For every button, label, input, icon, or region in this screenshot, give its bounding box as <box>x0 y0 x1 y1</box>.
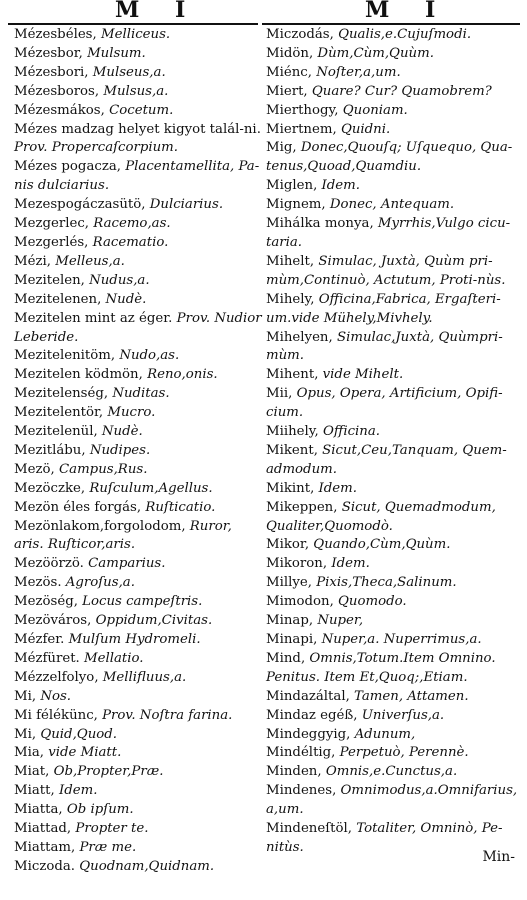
latin-gloss: Nudipes. <box>89 442 151 458</box>
dictionary-entry <box>266 139 524 177</box>
headword: Mierthogy, <box>266 102 339 118</box>
headword: Mezön éles forgás, <box>14 499 142 515</box>
dictionary-entry <box>266 782 524 820</box>
headword: Mézfüret. <box>14 650 80 666</box>
dictionary-entry <box>266 385 524 423</box>
latin-gloss: Totaliter, Omninò, Pe-nitùs. <box>266 821 503 855</box>
headword: Miglen, <box>266 178 318 194</box>
dictionary-entry <box>266 102 524 121</box>
latin-gloss: Nos. <box>40 688 72 704</box>
dictionary-entry <box>14 196 262 215</box>
headword: Mindeneſtöl, <box>266 821 352 837</box>
latin-gloss: Qualis,e.Cujuſmodi. <box>338 27 472 42</box>
headword: Mezitelenen, <box>14 291 102 307</box>
dictionary-entry <box>266 631 524 650</box>
headword: Mezitelen, <box>14 272 85 288</box>
headword: Mezitelenitöm, <box>14 348 116 364</box>
headword: Mia, <box>14 745 45 761</box>
dictionary-entry <box>14 423 262 442</box>
dictionary-entry <box>14 744 262 763</box>
dictionary-entry <box>266 215 524 253</box>
headword: Mind, <box>266 650 306 666</box>
headword: Mezitelen ködmön, <box>14 367 143 383</box>
dictionary-entry <box>14 688 262 707</box>
headword: Mikor, <box>266 537 310 553</box>
headword: Mézes madzag helyet kigyot talál-ni. <box>14 121 261 137</box>
dictionary-entry <box>14 763 262 782</box>
latin-gloss: Quoniam. <box>342 102 408 118</box>
right-column <box>266 26 524 858</box>
latin-gloss: Nudo,as. <box>119 348 180 364</box>
running-header <box>0 0 527 24</box>
dictionary-entry <box>14 442 262 461</box>
header-rule-left <box>8 23 258 25</box>
headword: Mézesboros, <box>14 83 100 99</box>
latin-gloss: Sicut,Ceu,Tanquam, Quem-admodum. <box>266 442 507 477</box>
headword: Miat, <box>14 764 50 780</box>
dictionary-entry <box>14 121 262 159</box>
dictionary-entry <box>266 329 524 367</box>
dictionary-entry <box>14 45 262 64</box>
dictionary-entry <box>266 536 524 555</box>
headword: Mezönlakom,forgolodom, <box>14 518 186 534</box>
dictionary-entry <box>266 121 524 140</box>
latin-gloss: Camparius. <box>88 556 166 572</box>
dictionary-entry <box>14 518 262 556</box>
headword: Mézesbéles, <box>14 27 97 42</box>
headword: Millye, <box>266 575 312 591</box>
dictionary-entry <box>14 669 262 688</box>
latin-gloss: Omnis,Totum.Item Omnino. Penitus. Item Et,Quoq;,Etiam. <box>266 650 496 685</box>
headword: Mikent, <box>266 442 318 458</box>
headword: Mig, <box>266 140 297 156</box>
headword: Mezespogáczasütö, <box>14 197 146 213</box>
latin-gloss: Mulsus,a. <box>103 83 169 99</box>
latin-gloss: Nudè. <box>105 291 147 307</box>
dictionary-entry <box>14 272 262 291</box>
headword: Mikoron, <box>266 556 328 572</box>
headword: Mézesbori, <box>14 64 89 80</box>
latin-gloss: Melleus,a. <box>55 253 125 269</box>
headword: Mindeggyig, <box>266 726 351 742</box>
headword: Mignem, <box>266 197 326 213</box>
headword: Mezöörzö. <box>14 556 84 572</box>
latin-gloss: Placentamellita, Pa-nis dulciarius. <box>14 159 260 194</box>
latin-gloss: Ruror, aris. Ruſticor,aris. <box>14 518 232 553</box>
headword: Mezgerlec, <box>14 216 90 232</box>
headword: Mimodon, <box>266 594 334 610</box>
headword: Mi, <box>14 726 37 742</box>
latin-gloss: Idem. <box>331 556 370 572</box>
latin-gloss: Mulseus,a. <box>92 64 166 80</box>
dictionary-entry <box>14 26 262 45</box>
latin-gloss: Officina,Fabrica, Ergaſteri-um.vide Mühely,Mivhely. <box>266 291 501 326</box>
latin-gloss: Donec,Quouſq; Uſquequo, Qua-tenus,Quoad,Quamdiu. <box>266 140 513 175</box>
latin-gloss: Cocetum. <box>109 102 174 118</box>
latin-gloss: Idem. <box>58 783 98 799</box>
headword: Mihelyen, <box>266 329 333 345</box>
latin-gloss: Nudè. <box>101 424 143 440</box>
dictionary-entry <box>14 215 262 234</box>
headword: Mindenes, <box>266 783 337 799</box>
dictionary-entry <box>14 385 262 404</box>
latin-gloss: Melliceus. <box>100 27 171 42</box>
latin-gloss: Adunum, <box>354 726 416 742</box>
latin-gloss: Quomodo. <box>338 594 407 610</box>
dictionary-entry <box>14 782 262 801</box>
headword: Mezös. <box>14 575 62 591</box>
headword: Mézesmákos, <box>14 102 105 118</box>
headword: Minap, <box>266 613 314 629</box>
latin-gloss: Myrrhis,Vulgo cicu-taria. <box>266 216 511 250</box>
headword: Mihent, <box>266 367 319 383</box>
latin-gloss: Omnimodus,a.Omnifarius, a,um. <box>266 783 518 818</box>
headword: Miattad, <box>14 821 72 837</box>
latin-gloss: Opus, Opera, Artificium, Opifi-cium. <box>266 386 503 421</box>
latin-gloss: Prov. Noſtra farina. <box>102 707 233 723</box>
headword: Mikint, <box>266 480 315 496</box>
dictionary-entry <box>14 310 262 348</box>
dictionary-entry <box>266 650 524 688</box>
dictionary-entry <box>266 83 524 102</box>
latin-gloss: Præ me. <box>79 839 137 855</box>
dictionary-entry <box>266 423 524 442</box>
dictionary-entry <box>266 196 524 215</box>
latin-gloss: Noſter,a,um. <box>316 64 401 80</box>
dictionary-entry <box>14 102 262 121</box>
headword: Mezöváros, <box>14 613 92 629</box>
latin-gloss: Perpetuò, Perennè. <box>339 745 469 761</box>
latin-gloss: Quid,Quod. <box>40 726 118 742</box>
header-rule-right <box>262 23 520 25</box>
dictionary-entry <box>14 499 262 518</box>
headword: Mézi, <box>14 253 51 269</box>
dictionary-entry <box>266 499 524 537</box>
latin-gloss: Dulciarius. <box>149 197 224 213</box>
headword: Mezitelen mint az éger. <box>14 310 173 326</box>
latin-gloss: Propter te. <box>75 821 149 837</box>
latin-gloss: vide Mihelt. <box>322 367 404 383</box>
headword: Mezö, <box>14 461 55 477</box>
latin-gloss: Oppidum,Civitas. <box>95 613 213 629</box>
headword: Miattam, <box>14 839 76 855</box>
dictionary-entry <box>266 45 524 64</box>
dictionary-entry <box>14 650 262 669</box>
latin-gloss: Ob ipſum. <box>66 802 134 818</box>
dictionary-entry <box>266 574 524 593</box>
latin-gloss: Mulsum. <box>87 45 146 61</box>
dictionary-entry <box>14 574 262 593</box>
latin-gloss: Ob,Propter,Præ. <box>53 764 164 780</box>
headword: Miczodás, <box>266 27 334 42</box>
headword: Mézfer. <box>14 632 65 647</box>
headword: Mezitelenül, <box>14 424 98 440</box>
dictionary-entry <box>14 858 262 877</box>
latin-gloss: Quando,Cùm,Quùm. <box>313 537 451 553</box>
catchword: Min- <box>482 849 515 865</box>
headword: Mi félékünc, <box>14 707 98 723</box>
latin-gloss: Omnis,e.Cunctus,a. <box>325 764 458 780</box>
dictionary-entry <box>14 631 262 650</box>
dictionary-entry <box>266 593 524 612</box>
latin-gloss: Quare? Cur? Quamobrem? <box>311 83 492 99</box>
headword: Mi, <box>14 688 37 704</box>
latin-gloss: Locus campeſtris. <box>82 594 203 610</box>
headword: Mezöség, <box>14 594 78 610</box>
headword: Mezitelenség, <box>14 386 109 402</box>
headword: Midön, <box>266 45 314 61</box>
latin-gloss: Quidni. <box>340 121 391 137</box>
latin-gloss: Prov. Nudior Leberide. <box>14 310 262 345</box>
dictionary-entry <box>266 442 524 480</box>
dictionary-entry <box>14 801 262 820</box>
headword: Miertnem, <box>266 121 337 137</box>
dictionary-entry <box>14 291 262 310</box>
latin-gloss: vide Miatt. <box>48 745 122 761</box>
latin-gloss: Idem. <box>318 480 358 496</box>
dictionary-entry <box>266 253 524 291</box>
dictionary-entry <box>14 64 262 83</box>
headword: Miatta, <box>14 802 63 818</box>
latin-gloss: Dùm,Cùm,Quùm. <box>317 45 434 61</box>
dictionary-entry <box>14 461 262 480</box>
headword: Minapi, <box>266 632 318 647</box>
dictionary-entry <box>266 744 524 763</box>
latin-gloss: Mellatio. <box>84 650 144 666</box>
headword: Mezgerlés, <box>14 234 89 250</box>
dictionary-entry <box>266 291 524 329</box>
headword: Mezitelentör, <box>14 405 104 421</box>
latin-gloss: Mucro. <box>107 405 156 421</box>
headword: Miénc, <box>266 64 312 80</box>
headword: Mindaz egéß, <box>266 707 358 723</box>
dictionary-entry <box>266 555 524 574</box>
latin-gloss: Mellifluus,a. <box>102 669 187 685</box>
latin-gloss: Donec, Antequam. <box>329 197 455 213</box>
left-column <box>14 26 262 877</box>
dictionary-entry <box>14 707 262 726</box>
dictionary-entry <box>266 763 524 782</box>
headword: Miczoda. <box>14 858 75 874</box>
latin-gloss: Simulac,Juxtà, Quùmpri-mùm. <box>266 329 503 364</box>
headword: Mindéltig, <box>266 745 336 761</box>
headword: Mezöczke, <box>14 480 86 496</box>
dictionary-entry <box>266 64 524 83</box>
headword: Minden, <box>266 764 322 780</box>
latin-gloss: Nuper, <box>317 613 364 629</box>
dictionary-entry <box>14 820 262 839</box>
headword: Mihálka monya, <box>266 216 374 232</box>
dictionary-entry <box>14 480 262 499</box>
latin-gloss: Simulac, Juxtà, Quùm pri-mùm,Continuò, Actutum, Proti-nùs. <box>266 253 506 288</box>
headword: Mii, <box>266 386 293 402</box>
latin-gloss: Tamen, Attamen. <box>354 688 469 704</box>
latin-gloss: Racemo,as. <box>93 216 171 232</box>
dictionary-entry <box>14 726 262 745</box>
latin-gloss: Sicut, Quemadmodum, Qualiter,Quomodò. <box>266 499 496 534</box>
latin-gloss: Agroſus,a. <box>65 575 135 591</box>
latin-gloss: Ruſticatio. <box>145 499 216 515</box>
latin-gloss: Prov. Propercaſcorpium. <box>14 140 179 156</box>
dictionary-entry <box>266 707 524 726</box>
dictionary-entry <box>14 253 262 272</box>
latin-gloss: Nuper,a. Nuperrimus,a. <box>321 632 482 647</box>
headword: Mézzelfolyo, <box>14 669 99 685</box>
dictionary-entry <box>266 726 524 745</box>
dictionary-entry <box>14 555 262 574</box>
latin-gloss: Univerſus,a. <box>361 707 445 723</box>
latin-gloss: Nuditas. <box>112 386 170 402</box>
dictionary-entry <box>266 688 524 707</box>
dictionary-entry <box>14 366 262 385</box>
latin-gloss: Racematio. <box>92 234 169 250</box>
latin-gloss: Idem. <box>321 178 361 194</box>
latin-gloss: Pixis,Theca,Salinum. <box>316 575 457 591</box>
header-right: M I <box>365 0 450 23</box>
latin-gloss: Nudus,a. <box>89 272 150 288</box>
dictionary-entry <box>266 480 524 499</box>
headword: Miihely, <box>266 424 319 440</box>
dictionary-entry <box>14 83 262 102</box>
dictionary-entry <box>14 234 262 253</box>
latin-gloss: Mulſum Hydromeli. <box>68 632 201 647</box>
headword: Mézesbor, <box>14 45 83 61</box>
header-left: M I <box>115 0 200 23</box>
dictionary-entry <box>14 839 262 858</box>
latin-gloss: Reno,onis. <box>147 367 218 383</box>
latin-gloss: Campus,Rus. <box>58 461 148 477</box>
dictionary-entry <box>266 177 524 196</box>
dictionary-entry <box>14 593 262 612</box>
dictionary-entry <box>14 158 262 196</box>
dictionary-entry <box>266 612 524 631</box>
headword: Mézes pogacza, <box>14 159 121 175</box>
headword: Mikeppen, <box>266 499 338 515</box>
dictionary-entry <box>14 347 262 366</box>
headword: Mezitlábu, <box>14 442 86 458</box>
latin-gloss: Ruſculum,Agellus. <box>89 480 213 496</box>
headword: Miert, <box>266 83 308 99</box>
dictionary-entry <box>14 612 262 631</box>
latin-gloss: Quodnam,Quidnam. <box>79 858 215 874</box>
headword: Mindazáltal, <box>266 688 350 704</box>
dictionary-entry <box>266 366 524 385</box>
dictionary-entry <box>14 404 262 423</box>
dictionary-entry <box>266 26 524 45</box>
headword: Mihely, <box>266 291 315 307</box>
headword: Miatt, <box>14 783 55 799</box>
latin-gloss: Officina. <box>323 424 381 440</box>
headword: Mihelt, <box>266 253 315 269</box>
